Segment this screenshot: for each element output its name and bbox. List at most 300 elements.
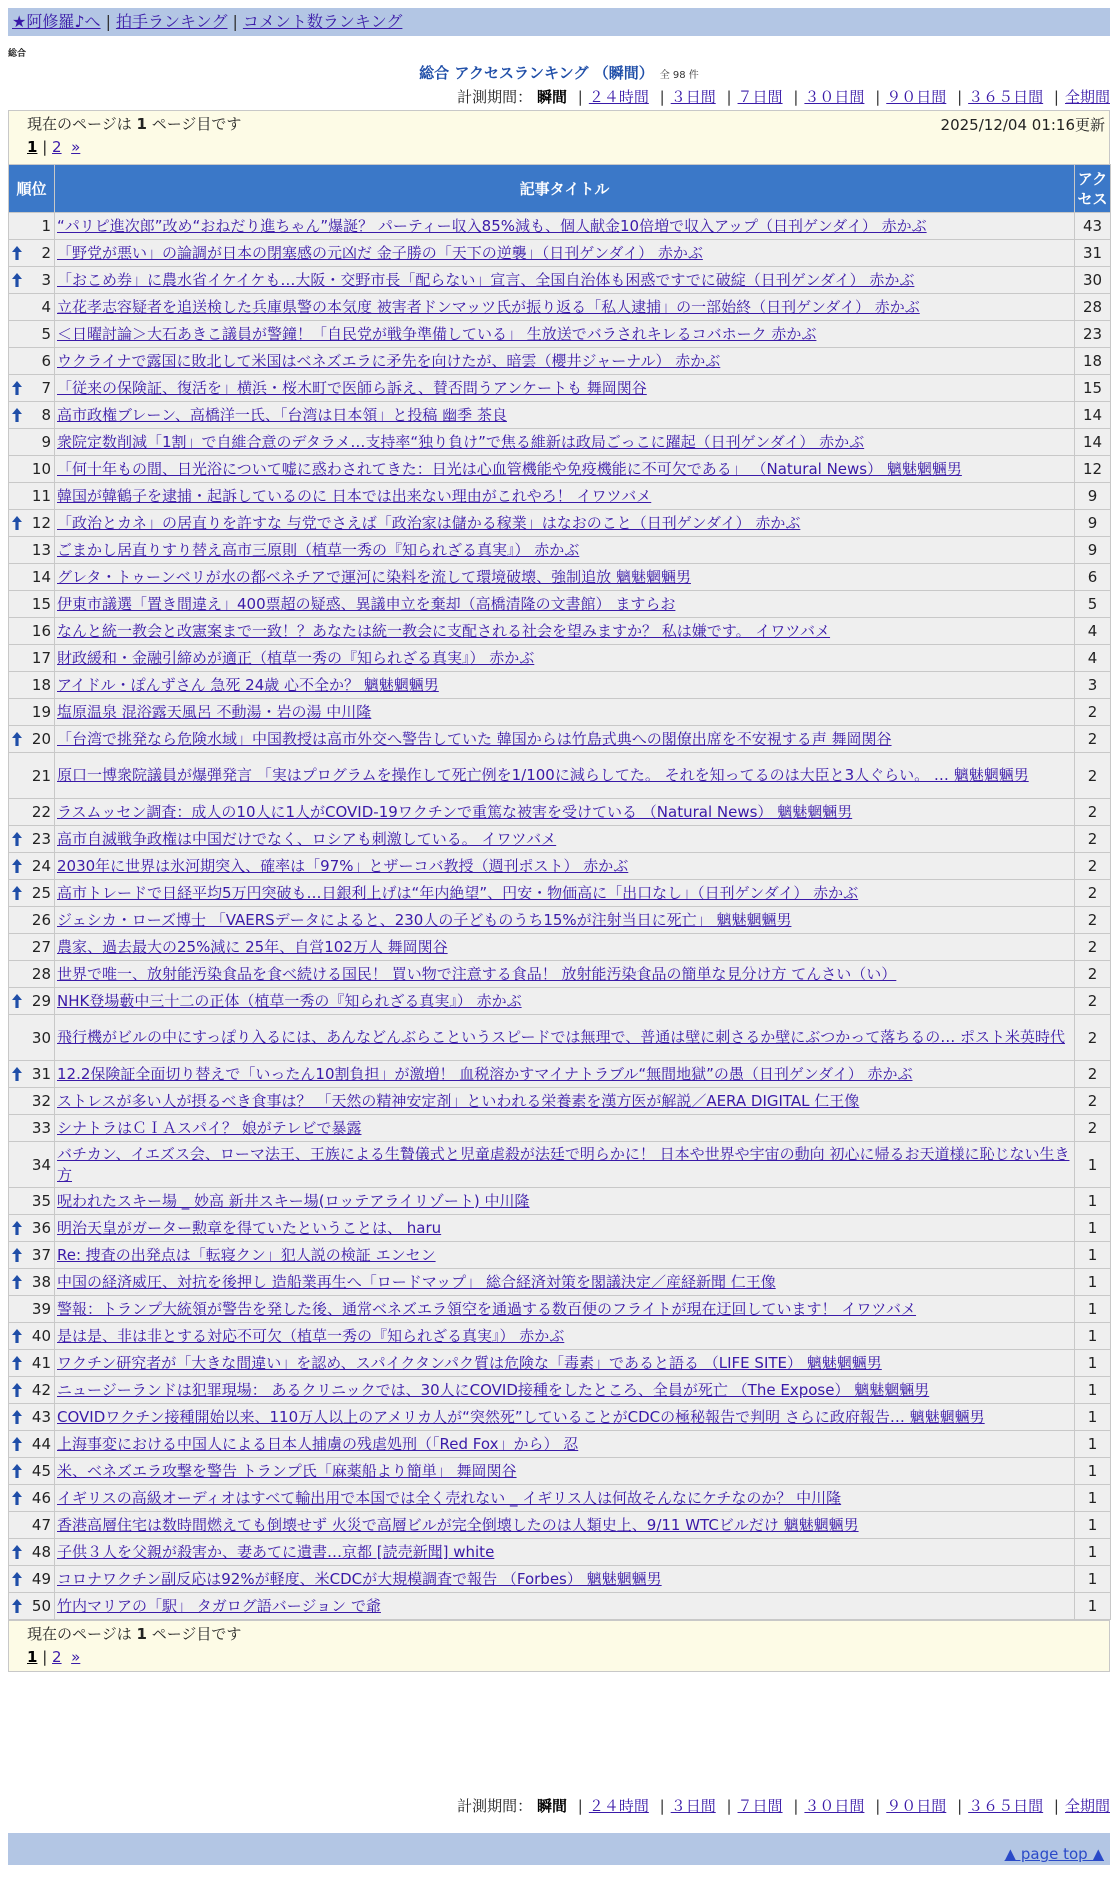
article-title-link[interactable]: 伊東市議選「置き間違え」400票超の疑惑、異議申立を棄却（高橋清隆の文書館） ますらお: [57, 594, 676, 613]
period-label: 計測期間：: [457, 1797, 533, 1815]
page-status-text: ページ目です: [151, 115, 242, 133]
page-title: [8, 62, 1110, 83]
rank-number: 27: [31, 938, 51, 956]
rank-cell: [9, 1377, 55, 1404]
title-cell: [55, 880, 1075, 907]
title-cell: [55, 402, 1075, 429]
rank-number: 14: [31, 568, 51, 586]
table-row: [9, 1242, 1111, 1269]
period-link-3d[interactable]: ３日間: [670, 88, 716, 106]
rank-number: 21: [31, 766, 51, 785]
rank-number: 22: [31, 803, 51, 821]
article-title-link[interactable]: Re: 捜査の出発点は「転寝クン」犯人説の検証 エンセン: [57, 1245, 436, 1264]
page-status-text: 現在のページは: [27, 1625, 132, 1643]
rank-cell: [9, 645, 55, 672]
rank-up-arrow-icon: [12, 246, 22, 260]
access-count: 2: [1075, 880, 1111, 907]
table-row: [9, 348, 1111, 375]
table-row: [9, 1323, 1111, 1350]
period-separator: |: [793, 1797, 799, 1815]
period-selector-top: [457, 86, 1110, 107]
title-cell: [55, 1269, 1075, 1296]
rank-cell: [9, 1215, 55, 1242]
title-cell: [55, 240, 1075, 267]
rank-cell: [9, 880, 55, 907]
article-title-link[interactable]: 農家、過去最大の25%減に 25年、自営102万人 舞岡関谷: [57, 937, 448, 956]
access-count: 1: [1075, 1215, 1111, 1242]
table-row: [9, 645, 1111, 672]
article-title-link[interactable]: 呪われたスキー場 _ 妙高 新井スキー場(ロッテアライリゾート) 中川隆: [57, 1191, 530, 1210]
table-row: [9, 1593, 1111, 1620]
period-separator: |: [793, 88, 799, 106]
rank-number: 31: [31, 1065, 51, 1083]
access-count: 2: [1075, 699, 1111, 726]
table-header-row: [9, 165, 1111, 213]
pagination-bottom: 1 | 2 »: [27, 1648, 81, 1666]
title-cell: [55, 294, 1075, 321]
page-status-text: ページ目です: [151, 1625, 242, 1643]
rank-number: 32: [31, 1092, 51, 1110]
article-title-link[interactable]: コロナワクチン副反応は92%が軽度、米CDCが大規模調査で報告 （Forbes） 魑魅魍魎男: [57, 1569, 662, 1588]
table-row: [9, 1215, 1111, 1242]
rank-cell: [9, 1296, 55, 1323]
rank-number: 18: [31, 676, 51, 694]
rank-cell: [9, 348, 55, 375]
access-count: 1: [1075, 1512, 1111, 1539]
period-link-all[interactable]: 全期間: [1064, 1797, 1110, 1815]
rank-number: 30: [31, 1028, 51, 1047]
article-title-link[interactable]: 子供３人を父親が殺害か、妻あてに遺書…京都 [読売新聞] white: [57, 1542, 495, 1561]
article-title-link[interactable]: 明治天皇がガーター勲章を得ていたということは、 haru: [57, 1218, 442, 1237]
rank-number: 40: [31, 1327, 51, 1345]
title-cell: [55, 726, 1075, 753]
rank-number: 29: [31, 992, 51, 1010]
top-nav-bar: [8, 8, 1110, 36]
title-cell: [55, 645, 1075, 672]
title-cell: [55, 1188, 1075, 1215]
rank-up-arrow-icon: [12, 516, 22, 530]
table-row: [9, 1350, 1111, 1377]
rank-number: 8: [41, 406, 51, 424]
article-title-link[interactable]: 立花孝志容疑者を追送検した兵庫県警の本気度 被害者ドンマッツ氏が振り返る「私人逮捕」の一部始終（日刊ゲンダイ） 赤かぶ: [57, 297, 920, 316]
article-title-link[interactable]: 「従来の保険証、復活を」横浜・桜木町で医師ら訴え、賛否問うアンケートも 舞岡関谷: [57, 378, 647, 397]
rank-number: 46: [31, 1489, 51, 1507]
access-count: 1: [1075, 1593, 1111, 1620]
table-row: [9, 1566, 1111, 1593]
rank-number: 5: [41, 325, 51, 343]
period-selector-bottom: [457, 1795, 1110, 1816]
article-title-link[interactable]: ジェシカ・ローズ博士 「VAERSデータによると、230人の子どものうち15%が注射当日に死亡」 魑魅魍魎男: [57, 910, 792, 929]
column-header-rank: 順位: [9, 165, 55, 213]
title-cell: [55, 934, 1075, 961]
title-cell: [55, 1485, 1075, 1512]
pagination-page-2[interactable]: 2: [52, 1648, 62, 1666]
rank-number: 49: [31, 1570, 51, 1588]
access-count: 2: [1075, 726, 1111, 753]
rank-cell: [9, 1015, 55, 1061]
rank-cell: [9, 699, 55, 726]
period-link-365d[interactable]: ３６５日間: [968, 88, 1044, 106]
rank-cell: [9, 1350, 55, 1377]
title-cell: [55, 456, 1075, 483]
article-title-link[interactable]: アイドル・ぽんずさん 急死 24歳 心不全か？ 魑魅魍魎男: [57, 675, 439, 694]
pagination-current: 1: [27, 1648, 38, 1666]
rank-up-arrow-icon: [12, 408, 22, 422]
access-count: 2: [1075, 1061, 1111, 1088]
title-cell: [55, 988, 1075, 1015]
rank-number: 7: [41, 379, 51, 397]
period-link-24h[interactable]: ２４時間: [588, 88, 649, 106]
column-header-access: アクセス: [1075, 165, 1111, 213]
table-row: [9, 907, 1111, 934]
page-status: [27, 113, 1091, 134]
rank-number: 17: [31, 649, 51, 667]
rank-cell: [9, 799, 55, 826]
rank-number: 11: [31, 487, 51, 505]
rank-cell: [9, 961, 55, 988]
rank-number: 6: [41, 352, 51, 370]
article-title-link[interactable]: 「台湾で挑発なら危険水域」中国教授は高市外交へ警告していた 韓国からは竹島式典への閣僚出席を不安視する声 舞岡関谷: [57, 729, 892, 748]
title-cell: [55, 321, 1075, 348]
article-title-link[interactable]: 飛行機がビルの中にすっぽり入るには、あんなどんぶらこというスピードでは無理で、普通は壁に刺さるか壁にぶつかって落ちるの… ポスト米英時代: [57, 1028, 1065, 1046]
access-count: 5: [1075, 591, 1111, 618]
rank-up-arrow-icon: [12, 1221, 22, 1235]
rank-number: 2: [41, 244, 51, 262]
table-row: [9, 483, 1111, 510]
page-status-number: 1: [136, 115, 147, 133]
period-link-90d[interactable]: ９０日間: [886, 88, 947, 106]
column-header-title: 記事タイトル: [55, 165, 1075, 213]
title-cell: [55, 1377, 1075, 1404]
article-title-link[interactable]: NHK登場藪中三十二の正体（植草一秀の『知られざる真実』） 赤かぶ: [57, 991, 522, 1010]
rank-up-arrow-icon: [12, 886, 22, 900]
article-title-link[interactable]: バチカン、イエズス会、ローマ法王、王族による生贄儀式と児童虐殺が法廷で明らかに！ 日本や世界や宇宙の動向 初心に帰るお天道様に恥じない生き方: [57, 1144, 1070, 1184]
title-cell: [55, 483, 1075, 510]
article-title-link[interactable]: 原口一博衆院議員が爆弾発言 「実はプログラムを操作して死亡例を1/100に減らしてた。 それを知ってるのは大臣と3人ぐらい。 … 魑魅魍魎男: [57, 766, 1029, 784]
article-title-link[interactable]: ストレスが多い人が摂るべき食事は？ 「天然の精神安定剤」といわれる栄養素を漢方医が解説／AERA DIGITAL 仁王像: [57, 1091, 860, 1110]
rank-number: 19: [31, 703, 51, 721]
article-title-link[interactable]: 「おこめ券」に農水省イケイケも…大阪・交野市長「配らない」宣言、全国自治体も困惑ですでに破綻（日刊ゲンダイ） 赤かぶ: [57, 270, 915, 289]
table-row: [9, 961, 1111, 988]
article-title-link[interactable]: 「何十年もの間、日光浴について嘘に惑わされてきた：日光は心血管機能や免疫機能に不可欠である」 （Natural News） 魑魅魍魎男: [57, 459, 962, 478]
period-link-7d[interactable]: ７日間: [737, 88, 783, 106]
rank-cell: [9, 1188, 55, 1215]
article-title-link[interactable]: 高市政権ブレーン、高橋洋一氏、「台湾は日本領」と投稿 幽季 茶良: [57, 405, 507, 424]
period-link-30d[interactable]: ３０日間: [804, 1797, 865, 1815]
period-separator: |: [659, 88, 665, 106]
title-cell: [55, 1296, 1075, 1323]
access-count: 1: [1075, 1404, 1111, 1431]
access-count: 9: [1075, 510, 1111, 537]
article-title-link[interactable]: なんと統一教会と改憲案まで一致！？あなたは統一教会に支配される社会を望みますか？ 私は嫌です。 イワツバメ: [57, 621, 831, 640]
article-title-link[interactable]: 12.2保険証全面切り替えで「いったん10割負担」が激増！ 血税溶かすマイナトラブル“無間地獄”の愚（日刊ゲンダイ） 赤かぶ: [57, 1064, 913, 1083]
rank-number: 42: [31, 1381, 51, 1399]
rank-cell: [9, 853, 55, 880]
table-row: [9, 753, 1111, 799]
period-link-30d[interactable]: ３０日間: [804, 88, 865, 106]
clap-ranking-link[interactable]: 拍手ランキング: [115, 12, 228, 31]
title-cell: [55, 1061, 1075, 1088]
table-row: [9, 537, 1111, 564]
rank-up-arrow-icon: [12, 994, 22, 1008]
table-row: [9, 240, 1111, 267]
table-row: [9, 699, 1111, 726]
access-count: 2: [1075, 907, 1111, 934]
rank-cell: [9, 267, 55, 294]
pagination-next[interactable]: »: [71, 1648, 81, 1666]
rank-number: 12: [31, 514, 51, 532]
home-link[interactable]: ★阿修羅♪へ: [12, 12, 101, 31]
period-separator: |: [577, 1797, 583, 1815]
rank-up-arrow-icon: [12, 1437, 22, 1451]
rank-up-arrow-icon: [12, 1383, 22, 1397]
access-count: 2: [1075, 1015, 1111, 1061]
article-title-link[interactable]: ワクチン研究者が「大きな間違い」を認め、スパイクタンパク質は危険な「毒素」であると語る （LIFE SITE） 魑魅魍魎男: [57, 1353, 882, 1372]
pagination-next[interactable]: »: [71, 138, 81, 156]
rank-number: 20: [31, 730, 51, 748]
pagination-page-2[interactable]: 2: [52, 138, 62, 156]
rank-number: 23: [31, 830, 51, 848]
rank-up-arrow-icon: [12, 1410, 22, 1424]
title-cell: [55, 510, 1075, 537]
title-cell: [55, 618, 1075, 645]
table-row: [9, 1188, 1111, 1215]
title-cell: [55, 1539, 1075, 1566]
rank-cell: [9, 753, 55, 799]
access-count: 2: [1075, 753, 1111, 799]
rank-number: 25: [31, 884, 51, 902]
nav-separator: |: [232, 12, 238, 31]
rank-number: 4: [41, 298, 51, 316]
updated-timestamp: 2025/12/04 01:16更新: [940, 116, 1105, 134]
rank-cell: [9, 1404, 55, 1431]
rank-cell: [9, 618, 55, 645]
title-cell: [55, 1404, 1075, 1431]
rank-cell: [9, 1485, 55, 1512]
title-cell: [55, 213, 1075, 240]
table-row: [9, 726, 1111, 753]
rank-up-arrow-icon: [12, 381, 22, 395]
period-separator: |: [957, 88, 963, 106]
access-count: 4: [1075, 645, 1111, 672]
rank-number: 26: [31, 911, 51, 929]
access-count: 9: [1075, 537, 1111, 564]
rank-cell: [9, 726, 55, 753]
rank-number: 37: [31, 1246, 51, 1264]
rank-number: 28: [31, 965, 51, 983]
rank-cell: [9, 1088, 55, 1115]
page-title-text: 総合 アクセスランキング （瞬間）: [419, 64, 654, 82]
access-count: 2: [1075, 853, 1111, 880]
access-count: 15: [1075, 375, 1111, 402]
table-row: [9, 1458, 1111, 1485]
title-cell: [55, 1242, 1075, 1269]
table-row: [9, 375, 1111, 402]
article-title-link[interactable]: 中国の経済威圧、対抗を後押し 造船業再生へ「ロードマップ」 総合経済対策を閣議決定／産経新聞 仁王像: [57, 1272, 776, 1291]
rank-number: 10: [31, 460, 51, 478]
access-count: 2: [1075, 1115, 1111, 1142]
access-count: 6: [1075, 564, 1111, 591]
category-label: 総合: [8, 49, 27, 59]
access-count: 18: [1075, 348, 1111, 375]
rank-number: 36: [31, 1219, 51, 1237]
access-count: 2: [1075, 799, 1111, 826]
access-count: 1: [1075, 1566, 1111, 1593]
article-title-link[interactable]: COVIDワクチン接種開始以来、110万人以上のアメリカ人が“突然死”していることがCDCの極秘報告で判明 さらに政府報告… 魑魅魍魎男: [57, 1407, 985, 1426]
table-row: [9, 1015, 1111, 1061]
title-cell: [55, 672, 1075, 699]
access-count: 2: [1075, 934, 1111, 961]
article-title-link[interactable]: 財政緩和・金融引締めが適正（植草一秀の『知られざる真実』） 赤かぶ: [57, 648, 535, 667]
rank-cell: [9, 1512, 55, 1539]
rank-number: 48: [31, 1543, 51, 1561]
title-cell: [55, 375, 1075, 402]
access-count: 28: [1075, 294, 1111, 321]
article-title-link[interactable]: 「政治とカネ」の居直りを許すな 与党でさえば「政治家は儲かる稼業」はなおのこと（日刊ゲンダイ） 赤かぶ: [57, 513, 801, 532]
article-title-link[interactable]: 塩原温泉 混浴露天風呂 不動湯・岩の湯 中川隆: [57, 702, 372, 721]
title-cell: [55, 699, 1075, 726]
access-count: 2: [1075, 961, 1111, 988]
rank-cell: [9, 826, 55, 853]
access-count: 1: [1075, 1242, 1111, 1269]
title-cell: [55, 267, 1075, 294]
period-link-24h[interactable]: ２４時間: [588, 1797, 649, 1815]
table-row: [9, 1404, 1111, 1431]
access-count: 31: [1075, 240, 1111, 267]
article-title-link[interactable]: ウクライナで露国に敗北して米国はベネズエラに矛先を向けたが、暗雲（櫻井ジャーナル） 赤かぶ: [57, 351, 721, 370]
period-link-3d[interactable]: ３日間: [670, 1797, 716, 1815]
article-title-link[interactable]: シナトラはＣＩＡスパイ？ 娘がテレビで暴露: [57, 1118, 362, 1137]
table-row: [9, 1485, 1111, 1512]
table-row: [9, 1512, 1111, 1539]
article-title-link[interactable]: 「野党が悪い」の論調が日本の閉塞感の元凶だ 金子勝の「天下の逆襲」（日刊ゲンダイ） 赤かぶ: [57, 243, 703, 262]
title-cell: [55, 1088, 1075, 1115]
access-count: 1: [1075, 1539, 1111, 1566]
comment-ranking-link[interactable]: コメント数ランキング: [242, 12, 403, 31]
rank-up-arrow-icon: [12, 732, 22, 746]
rank-cell: [9, 1269, 55, 1296]
rank-cell: [9, 402, 55, 429]
access-count: 1: [1075, 1458, 1111, 1485]
period-link-all[interactable]: 全期間: [1064, 88, 1110, 106]
table-row: [9, 402, 1111, 429]
period-label: 計測期間：: [457, 88, 533, 106]
nav-separator: |: [105, 12, 111, 31]
pagination-current: 1: [27, 138, 38, 156]
article-title-link[interactable]: ラスムッセン調査：成人の10人に1人がCOVID-19ワクチンで重篤な被害を受けている （Natural News） 魑魅魍魎男: [57, 802, 853, 821]
table-row: [9, 934, 1111, 961]
rank-number: 47: [31, 1516, 51, 1534]
article-title-link[interactable]: 韓国が韓鶴子を逮捕・起訴しているのに 日本では出来ない理由がこれやろ！ イワツバメ: [57, 486, 652, 505]
rank-cell: [9, 564, 55, 591]
rank-number: 16: [31, 622, 51, 640]
rank-up-arrow-icon: [12, 1491, 22, 1505]
table-row: [9, 1539, 1111, 1566]
period-link-365d[interactable]: ３６５日間: [968, 1797, 1044, 1815]
rank-up-arrow-icon: [12, 832, 22, 846]
table-row: [9, 213, 1111, 240]
article-title-link[interactable]: 高市トレードで日経平均5万円突破も…日銀利上げは“年内絶望”、円安・物価高に「出口なし」（日刊ゲンダイ） 赤かぶ: [57, 883, 859, 902]
access-count: 3: [1075, 672, 1111, 699]
rank-number: 9: [41, 433, 51, 451]
article-title-link[interactable]: 2030年に世界は氷河期突入、確率は「97%」とザーコバ教授（週刊ポスト） 赤かぶ: [57, 856, 629, 875]
article-title-link[interactable]: イギリスの高級オーディオはすべて輸出用で本国では全く売れない _ イギリス人は何故そんなにケチなのか？ 中川隆: [57, 1488, 842, 1507]
access-count: 14: [1075, 429, 1111, 456]
table-row: [9, 429, 1111, 456]
title-cell: [55, 1431, 1075, 1458]
access-count: 30: [1075, 267, 1111, 294]
title-cell: [55, 1593, 1075, 1620]
article-title-link[interactable]: ＜日曜討論＞大石あきこ議員が警鐘！「自民党が戦争準備している」 生放送でバラされキレるコバホーク 赤かぶ: [57, 324, 817, 343]
access-count: 4: [1075, 618, 1111, 645]
article-title-link[interactable]: 高市自滅戦争政権は中国だけでなく、ロシアも刺激している。 イワツバメ: [57, 829, 557, 848]
rank-number: 43: [31, 1408, 51, 1426]
rank-number: 38: [31, 1273, 51, 1291]
table-row: [9, 799, 1111, 826]
access-count: 1: [1075, 1296, 1111, 1323]
article-title-link[interactable]: 上海事変における中国人による日本人捕虜の残虐処刑（「Red Fox」から） 忍: [57, 1434, 579, 1453]
table-row: [9, 880, 1111, 907]
rank-cell: [9, 375, 55, 402]
rank-up-arrow-icon: [12, 1275, 22, 1289]
access-count: 2: [1075, 1088, 1111, 1115]
table-row: [9, 853, 1111, 880]
period-separator: |: [957, 1797, 963, 1815]
rank-number: 33: [31, 1119, 51, 1137]
page-top-link[interactable]: ▲ page top ▲: [1004, 1845, 1104, 1863]
access-count: 12: [1075, 456, 1111, 483]
rank-number: 35: [31, 1192, 51, 1210]
rank-cell: [9, 907, 55, 934]
table-row: [9, 294, 1111, 321]
period-separator: |: [1053, 1797, 1059, 1815]
access-count: 1: [1075, 1269, 1111, 1296]
access-count: 1: [1075, 1377, 1111, 1404]
access-count: 43: [1075, 213, 1111, 240]
table-row: [9, 1377, 1111, 1404]
period-link-7d[interactable]: ７日間: [737, 1797, 783, 1815]
period-separator: |: [875, 88, 881, 106]
rank-cell: [9, 1061, 55, 1088]
title-cell: [55, 1215, 1075, 1242]
article-title-link[interactable]: ごまかし居直りすり替え高市三原則（植草一秀の『知られざる真実』） 赤かぶ: [57, 540, 580, 559]
article-title-link[interactable]: ニュージーランドは犯罪現場： あるクリニックでは、30人にCOVID接種をしたところ、全員が死亡 （The Expose） 魑魅魍魎男: [57, 1380, 930, 1399]
title-cell: [55, 907, 1075, 934]
table-row: [9, 1142, 1111, 1188]
article-title-link[interactable]: 警報：トランプ大統領が警告を発した後、通常ベネズエラ領空を通過する数百便のフライトが現在迂回しています！ イワツバメ: [57, 1299, 917, 1318]
article-title-link[interactable]: グレタ・トゥーンベリが水の都ベネチアで運河に染料を流して環境破壊、強制追放 魑魅魍魎男: [57, 567, 691, 586]
rank-cell: [9, 1539, 55, 1566]
ranking-table: [8, 164, 1111, 1620]
rank-up-arrow-icon: [12, 273, 22, 287]
title-cell: [55, 853, 1075, 880]
article-title-link[interactable]: 香港高層住宅は数時間燃えても倒壊せず 火災で高層ビルが完全倒壊したのは人類史上、9/11 WTCビルだけ 魑魅魍魎男: [57, 1515, 859, 1534]
article-title-link[interactable]: 是は是、非は非とする対応不可欠（植草一秀の『知られざる真実』） 赤かぶ: [57, 1326, 565, 1345]
article-title-link[interactable]: “パリピ進次郎”改め“おねだり進ちゃん”爆誕？ パーティー収入85%減も、個人献金10倍増で収入アップ（日刊ゲンダイ） 赤かぶ: [57, 216, 927, 235]
article-title-link[interactable]: 衆院定数削減「1割」で自維合意のデタラメ…支持率“独り負け”で焦る維新は政局ごっこに躍起（日刊ゲンダイ） 赤かぶ: [57, 432, 865, 451]
article-title-link[interactable]: 世界で唯一、放射能汚染食品を食べ続ける国民！ 買い物で注意する食品！ 放射能汚染食品の簡単な見分け方 てんさい（い）: [57, 964, 897, 983]
title-cell: [55, 591, 1075, 618]
rank-cell: [9, 1593, 55, 1620]
rank-number: 24: [31, 857, 51, 875]
rank-cell: [9, 537, 55, 564]
period-current: 瞬間: [536, 1797, 567, 1815]
item-count: 全 98 件: [659, 70, 699, 81]
period-link-90d[interactable]: ９０日間: [886, 1797, 947, 1815]
article-title-link[interactable]: 米、ベネズエラ攻撃を警告 トランプ氏「麻薬船より簡単」 舞岡関谷: [57, 1461, 517, 1480]
article-title-link[interactable]: 竹内マリアの「駅」 タガログ語バージョン で爺: [57, 1596, 381, 1615]
rank-cell: [9, 510, 55, 537]
